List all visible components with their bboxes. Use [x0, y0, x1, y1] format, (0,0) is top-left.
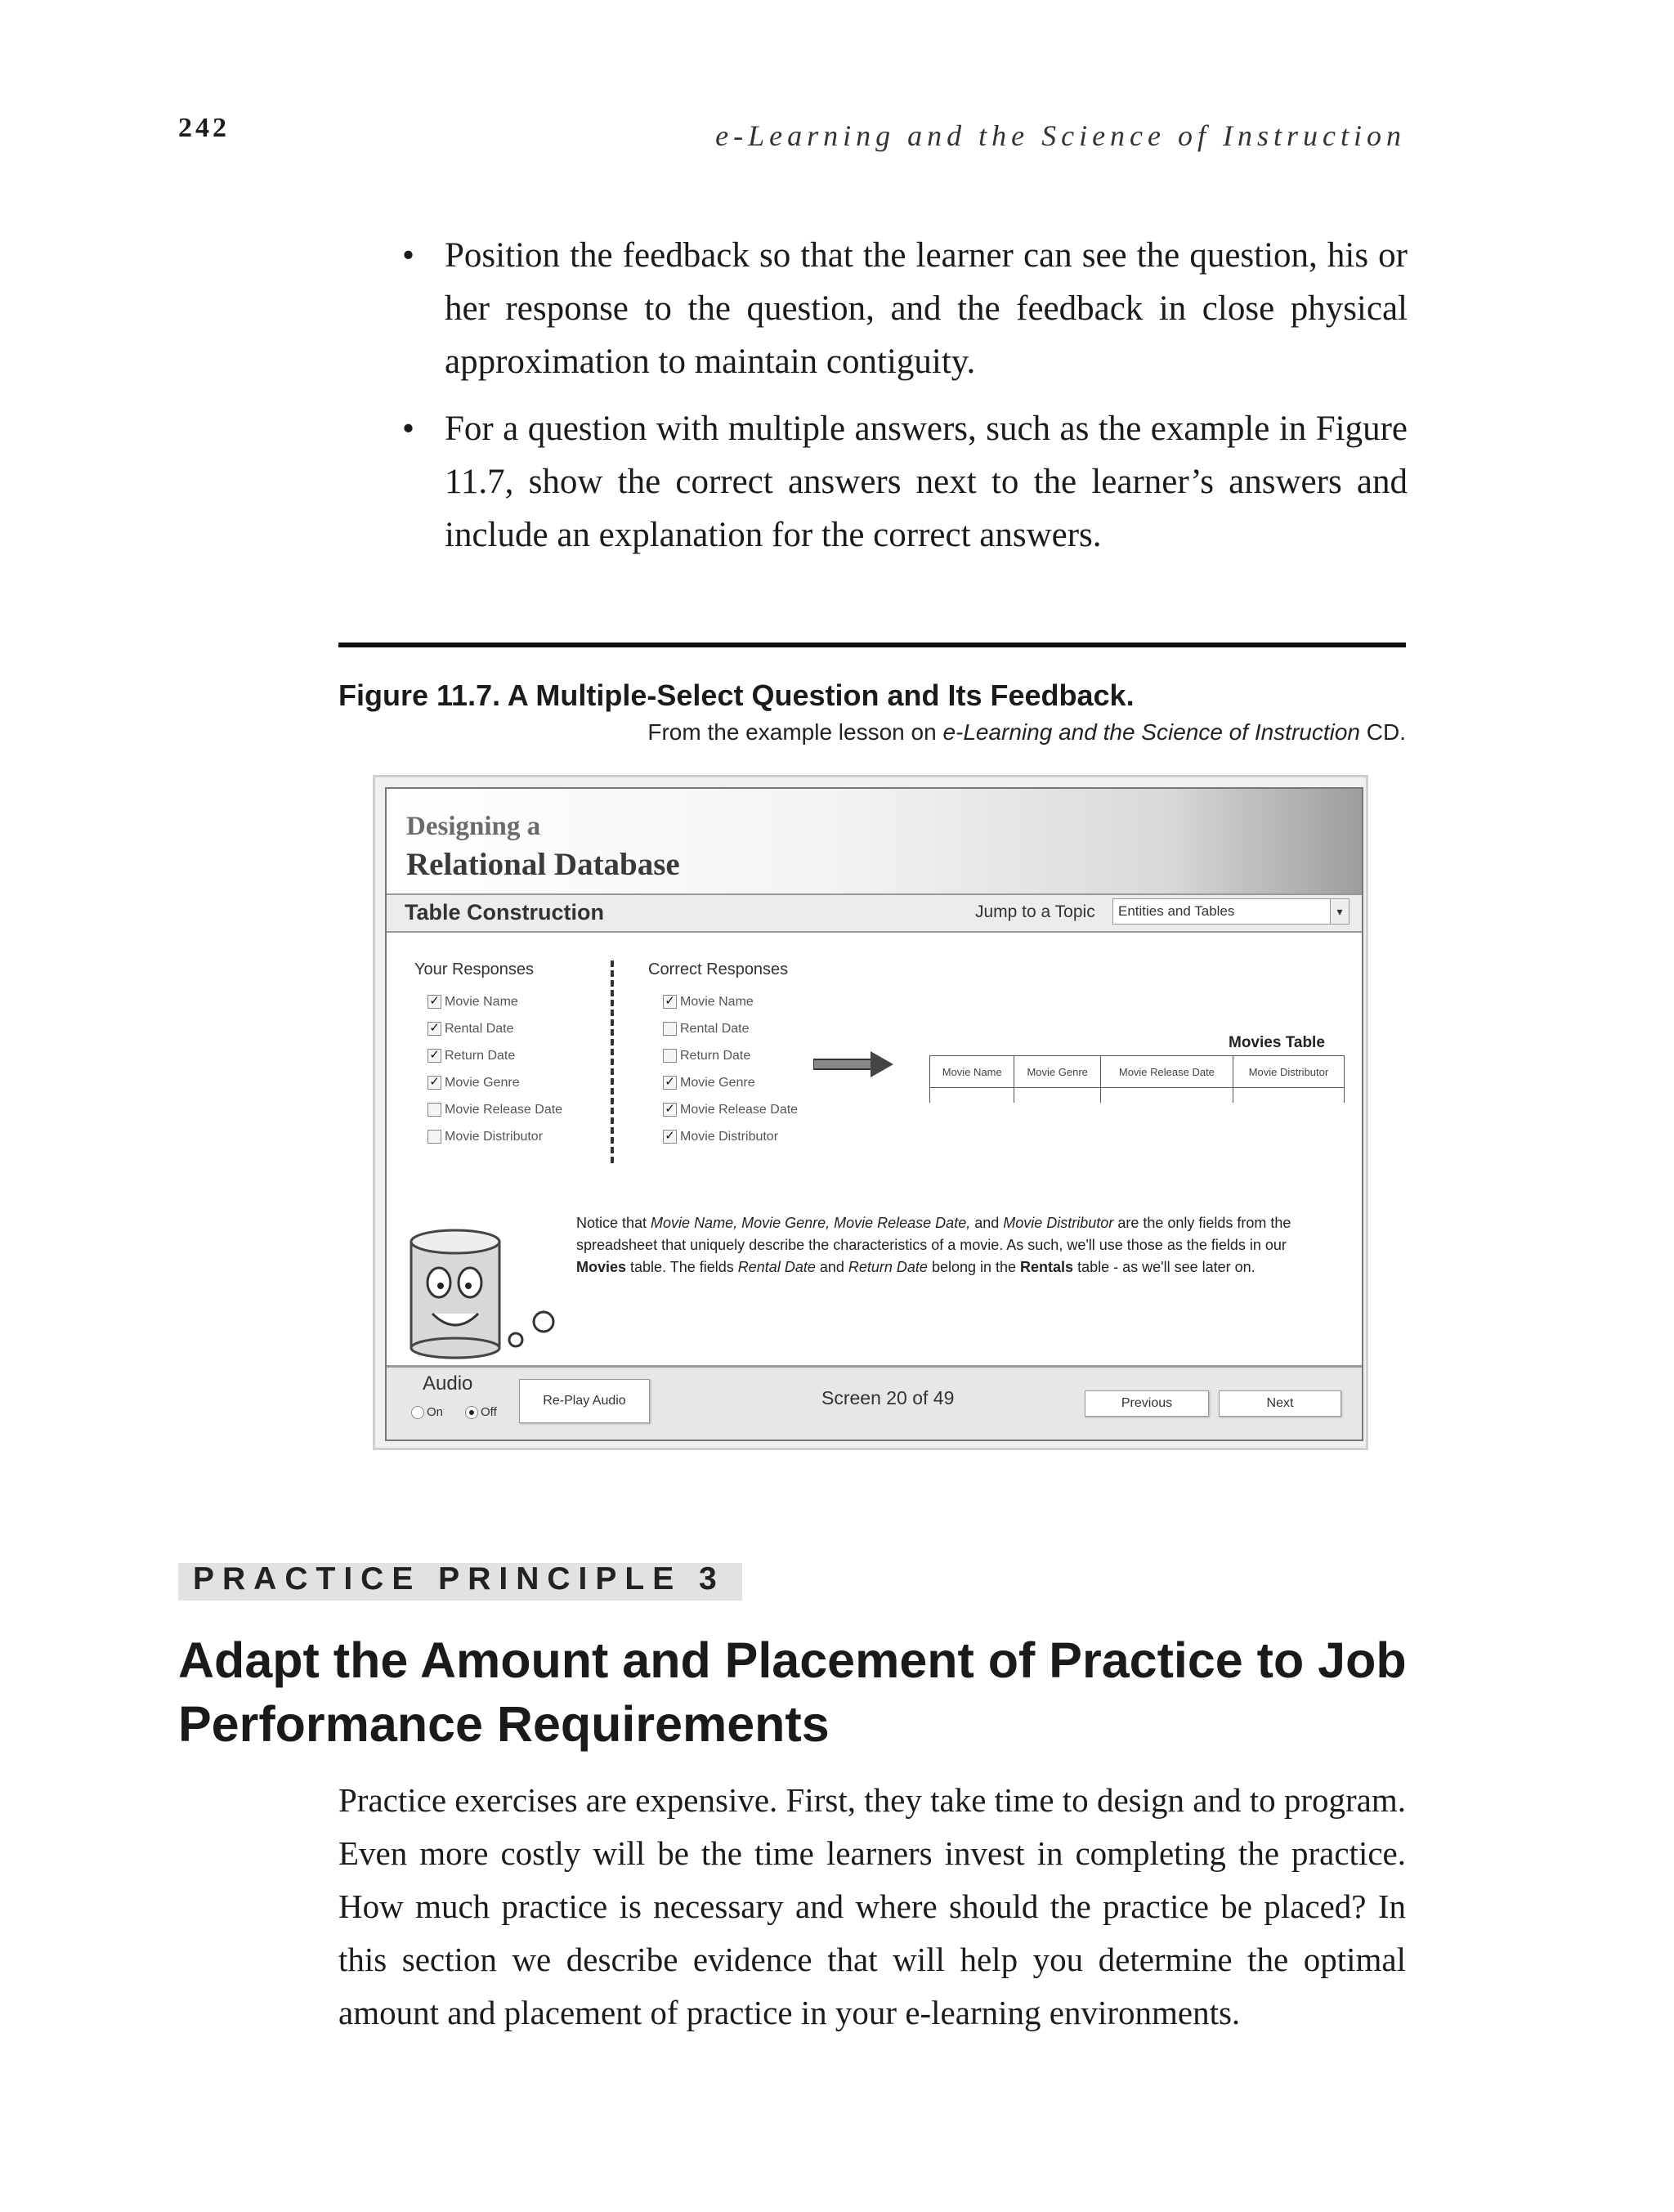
running-head: e-Learning and the Science of Instruction: [715, 119, 1406, 152]
checkmark-icon[interactable]: ✓: [427, 1049, 441, 1063]
checkbox-item[interactable]: [427, 1047, 515, 1065]
checkmark-icon[interactable]: ✓: [427, 1076, 441, 1090]
checkbox-item[interactable]: [663, 993, 754, 1011]
checkbox-label: Movie Name: [680, 995, 754, 1009]
checkbox-label: Rental Date: [445, 1022, 514, 1036]
principle-label: PRACTICE PRINCIPLE 3: [193, 1561, 725, 1596]
radio-selected-icon: [465, 1406, 478, 1419]
audio-off-radio[interactable]: Off: [465, 1405, 497, 1419]
bullet-symbol: •: [402, 236, 415, 275]
database-mascot-icon: [403, 1225, 566, 1364]
table-row: [930, 1088, 1345, 1104]
checkbox-label: Movie Genre: [680, 1076, 755, 1090]
table-header-cell: Movie Release Date: [1100, 1056, 1233, 1088]
figure-source: From the example lesson on e-Learning and the Science of Instruction CD.: [647, 719, 1406, 745]
page-number: 242: [178, 113, 230, 143]
feedback-explanation: Notice that Movie Name, Movie Genre, Movie Release Date, and Movie Distributor are the only fields from the spreadsheet that uniquely describe the characteristics of a movie. As such, we'll use those as the fields in our Movies table. The fields Rental Date and Return Date belong in the Rentals table - as we'll see later on.: [576, 1215, 1291, 1275]
checkbox-label: Rental Date: [680, 1022, 750, 1036]
checkmark-icon[interactable]: ✓: [663, 1130, 677, 1144]
checkmark-icon[interactable]: ✓: [427, 1022, 441, 1036]
checkbox-item[interactable]: [663, 1128, 778, 1146]
checkbox-icon[interactable]: [663, 1049, 677, 1063]
correct-responses-header: Correct Responses: [648, 960, 789, 978]
screen-title-line2: Relational Database: [406, 847, 680, 882]
screen-footer: [387, 1365, 1362, 1440]
bullet-list: [394, 229, 1408, 575]
checkmark-icon[interactable]: ✓: [663, 1103, 677, 1117]
table-header-cell: Movie Distributor: [1233, 1056, 1344, 1088]
next-button[interactable]: Next: [1219, 1390, 1341, 1417]
jump-to-topic-select[interactable]: Entities and Tables ▾: [1112, 898, 1349, 925]
bullet-text: For a question with multiple answers, such as the example in Figure 11.7, show the correct answers next to the learner’s answers and include an explanation for the correct answers.: [445, 410, 1408, 554]
figure-caption: Figure 11.7. A Multiple-Select Question and Its Feedback.: [338, 678, 1135, 712]
figure-source-title: e-Learning and the Science of Instruction: [942, 719, 1360, 745]
checkmark-icon[interactable]: ✓: [427, 995, 441, 1009]
checkbox-item[interactable]: [427, 1020, 514, 1038]
checkbox-label: Movie Distributor: [680, 1130, 779, 1144]
figure-rule: [338, 643, 1406, 647]
checkbox-label: Return Date: [445, 1049, 516, 1063]
checkbox-label: Return Date: [680, 1049, 751, 1063]
jump-to-topic-label: Jump to a Topic: [975, 902, 1095, 921]
bullet-symbol: •: [402, 410, 415, 448]
checkbox-item[interactable]: [427, 1101, 562, 1119]
checkbox-label: Movie Distributor: [445, 1130, 544, 1144]
table-header-cell: Movie Genre: [1014, 1056, 1100, 1088]
previous-button[interactable]: Previous: [1085, 1390, 1209, 1417]
arrow-right-icon: [813, 1049, 895, 1081]
radio-icon: [411, 1406, 424, 1419]
checkbox-label: Movie Release Date: [680, 1103, 799, 1117]
section-title: Table Construction: [405, 900, 605, 925]
section-heading: Adapt the Amount and Placement of Practice to Job Performance Requirements: [178, 1632, 1407, 1752]
checkmark-icon[interactable]: ✓: [663, 1076, 677, 1090]
your-responses-header: Your Responses: [414, 960, 535, 978]
movies-table-title: Movies Table: [1229, 1034, 1325, 1051]
chevron-down-icon[interactable]: ▾: [1330, 899, 1349, 924]
audio-label: Audio: [423, 1372, 473, 1395]
checkbox-icon[interactable]: [663, 1022, 677, 1036]
checkbox-item[interactable]: [663, 1101, 798, 1119]
checkbox-item[interactable]: [427, 1128, 543, 1146]
bullet-text: Position the feedback so that the learner can see the question, his or her response to the question, and the feedback in close physical approximation to maintain contiguity.: [445, 236, 1408, 381]
checkbox-item[interactable]: [663, 1074, 755, 1092]
checkbox-item[interactable]: [427, 993, 518, 1011]
column-divider: [611, 960, 614, 1163]
screen-title-line1: Designing a: [406, 812, 541, 841]
checkbox-label: Movie Name: [445, 995, 518, 1009]
checkbox-icon[interactable]: [427, 1103, 441, 1117]
table-header-cell: Movie Name: [930, 1056, 1014, 1088]
audio-on-radio[interactable]: On: [411, 1405, 443, 1419]
checkbox-label: Movie Release Date: [445, 1103, 563, 1117]
body-paragraph: Practice exercises are expensive. First, they take time to design and to program. Even more costly will be the time learners invest in completing the practice. How much practice is necessary and where should the practice be placed? In this section we describe evidence that will help you determine the optimal amount and placement of practice in your e-learning environments.: [338, 1781, 1406, 2031]
movies-table: [929, 1055, 1345, 1103]
checkbox-label: Movie Genre: [445, 1076, 520, 1090]
checkbox-item[interactable]: [427, 1074, 520, 1092]
bullet-item: [394, 229, 1408, 388]
topic-bar: [387, 893, 1362, 933]
replay-audio-button[interactable]: Re-Play Audio: [519, 1379, 650, 1423]
checkbox-icon[interactable]: [427, 1130, 441, 1144]
screen-counter: Screen 20 of 49: [821, 1387, 955, 1408]
screen-header: [387, 789, 1362, 893]
checkbox-item[interactable]: [663, 1020, 750, 1038]
checkmark-icon[interactable]: ✓: [663, 995, 677, 1009]
figure-screenshot: [373, 775, 1368, 1450]
table-row: [930, 1056, 1345, 1088]
checkbox-item[interactable]: [663, 1047, 750, 1065]
bullet-item: [394, 402, 1408, 562]
